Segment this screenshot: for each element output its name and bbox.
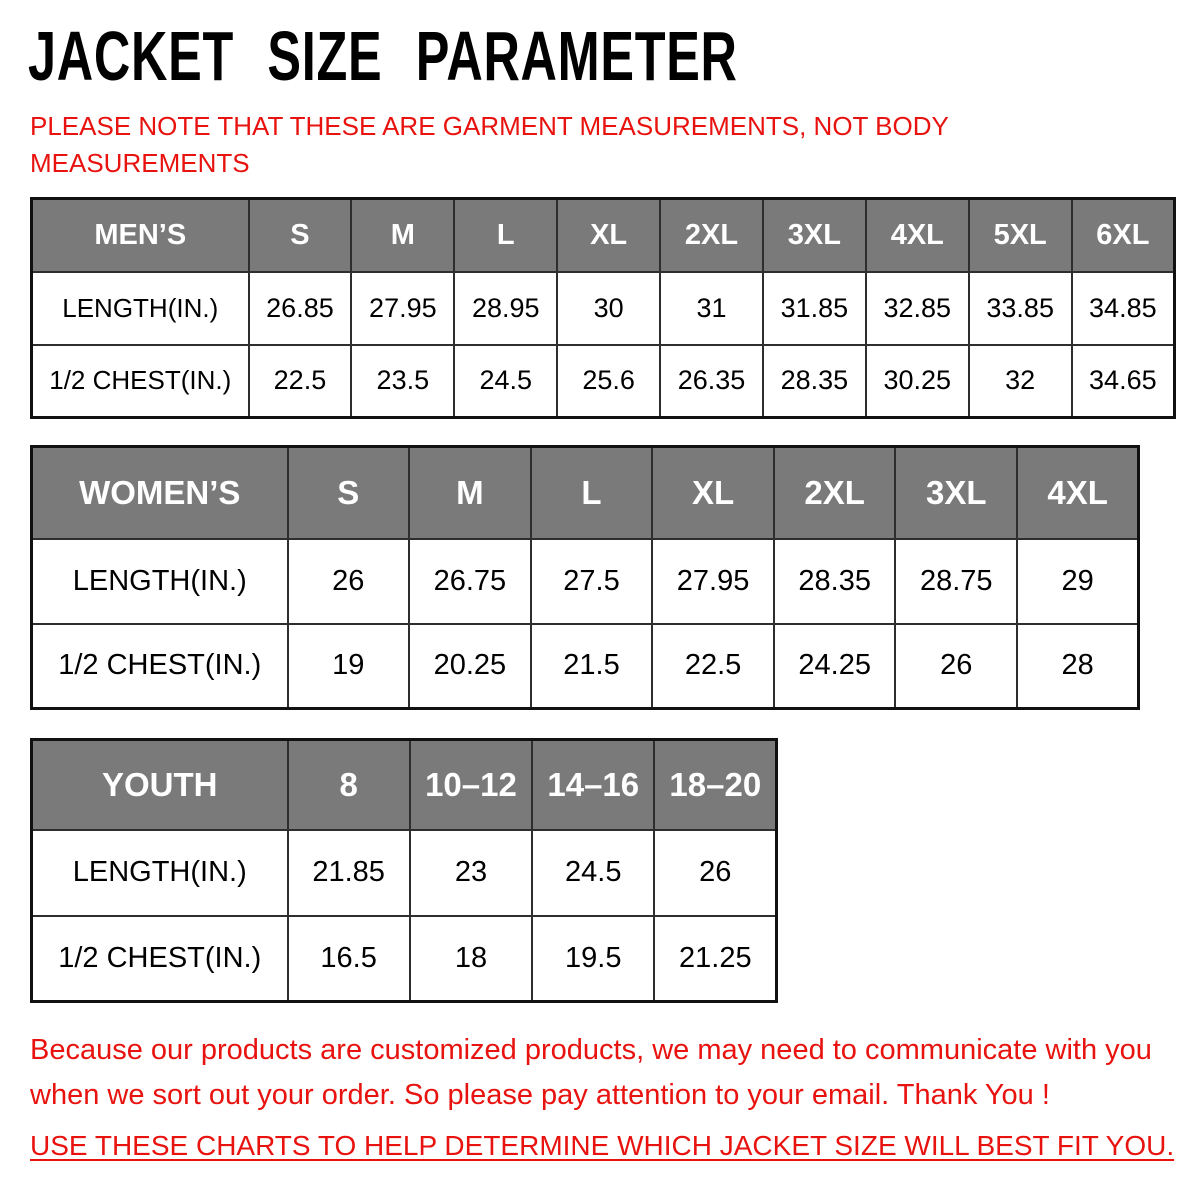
value-cell: 26 [895, 624, 1017, 709]
value-cell: 22.5 [249, 345, 352, 418]
value-cell: 18 [410, 916, 532, 1002]
mens-group-label: MEN’S [32, 199, 249, 272]
youth-header-row [32, 740, 777, 830]
value-cell: 34.85 [1072, 272, 1175, 345]
mens-size-header-cell: 3XL [763, 199, 866, 272]
mens-size-header-cell: L [454, 199, 557, 272]
value-cell: 31 [660, 272, 763, 345]
value-cell: 23 [410, 830, 532, 916]
value-cell: 22.5 [652, 624, 774, 709]
chart-usage-instruction: USE THESE CHARTS TO HELP DETERMINE WHICH JACKET SIZE WILL BEST FIT YOU. [30, 1130, 1175, 1161]
womens-data-row [32, 539, 1139, 624]
garment-measurement-note: PLEASE NOTE THAT THESE ARE GARMENT MEASUREMENTS, NOT BODY MEASUREMENTS [30, 111, 949, 178]
womens-group-label: WOMEN’S [32, 447, 288, 539]
womens-header-row [32, 447, 1139, 539]
customization-notice: Because our products are customized products, we may need to communicate with you when we sort out your order. So please pay attention to your email. Thank You ! [30, 1034, 1152, 1111]
value-cell: 26.35 [660, 345, 763, 418]
mens-size-header-cell: 2XL [660, 199, 763, 272]
mens-size-header-cell: 4XL [866, 199, 969, 272]
value-cell: 29 [1017, 539, 1139, 624]
value-cell: 28.35 [763, 345, 866, 418]
value-cell: 32.85 [866, 272, 969, 345]
page-title: JACKET SIZE PARAMETER [28, 17, 738, 95]
row-label-cell: 1/2 CHEST(IN.) [32, 916, 288, 1002]
youth-group-label: YOUTH [32, 740, 288, 830]
value-cell: 26 [288, 539, 410, 624]
youth-data-row [32, 916, 777, 1002]
mens-size-header-cell: XL [557, 199, 660, 272]
mens-size-table [30, 197, 1176, 419]
womens-size-header-cell: M [409, 447, 531, 539]
mens-size-header-cell: M [351, 199, 454, 272]
mens-size-header-cell: 5XL [969, 199, 1072, 272]
value-cell: 28 [1017, 624, 1139, 709]
value-cell: 27.95 [652, 539, 774, 624]
mens-size-header-cell: 6XL [1072, 199, 1175, 272]
value-cell: 19 [288, 624, 410, 709]
row-label-cell: 1/2 CHEST(IN.) [32, 624, 288, 709]
mens-data-row [32, 272, 1175, 345]
row-label-cell: 1/2 CHEST(IN.) [32, 345, 249, 418]
value-cell: 31.85 [763, 272, 866, 345]
value-cell: 26.85 [249, 272, 352, 345]
value-cell: 24.25 [774, 624, 896, 709]
youth-size-table [30, 738, 778, 1003]
mens-header-row [32, 199, 1175, 272]
womens-size-header-cell: 4XL [1017, 447, 1139, 539]
value-cell: 24.5 [532, 830, 654, 916]
row-label-cell: LENGTH(IN.) [32, 272, 249, 345]
value-cell: 34.65 [1072, 345, 1175, 418]
value-cell: 21.25 [654, 916, 776, 1002]
youth-size-header-cell: 18–20 [654, 740, 776, 830]
value-cell: 19.5 [532, 916, 654, 1002]
youth-size-header-cell: 14–16 [532, 740, 654, 830]
womens-size-header-cell: 3XL [895, 447, 1017, 539]
value-cell: 27.5 [531, 539, 653, 624]
value-cell: 28.35 [774, 539, 896, 624]
value-cell: 23.5 [351, 345, 454, 418]
value-cell: 24.5 [454, 345, 557, 418]
womens-size-header-cell: XL [652, 447, 774, 539]
youth-size-header-cell: 10–12 [410, 740, 532, 830]
value-cell: 30 [557, 272, 660, 345]
value-cell: 32 [969, 345, 1072, 418]
row-label-cell: LENGTH(IN.) [32, 830, 288, 916]
mens-size-header-cell: S [249, 199, 352, 272]
value-cell: 33.85 [969, 272, 1072, 345]
value-cell: 28.95 [454, 272, 557, 345]
value-cell: 30.25 [866, 345, 969, 418]
value-cell: 25.6 [557, 345, 660, 418]
youth-data-row [32, 830, 777, 916]
value-cell: 28.75 [895, 539, 1017, 624]
value-cell: 20.25 [409, 624, 531, 709]
value-cell: 26.75 [409, 539, 531, 624]
value-cell: 16.5 [288, 916, 410, 1002]
youth-size-header-cell: 8 [288, 740, 410, 830]
womens-size-table [30, 445, 1140, 710]
value-cell: 21.5 [531, 624, 653, 709]
mens-data-row [32, 345, 1175, 418]
value-cell: 26 [654, 830, 776, 916]
womens-size-header-cell: S [288, 447, 410, 539]
row-label-cell: LENGTH(IN.) [32, 539, 288, 624]
value-cell: 27.95 [351, 272, 454, 345]
womens-size-header-cell: 2XL [774, 447, 896, 539]
womens-size-header-cell: L [531, 447, 653, 539]
value-cell: 21.85 [288, 830, 410, 916]
womens-data-row [32, 624, 1139, 709]
